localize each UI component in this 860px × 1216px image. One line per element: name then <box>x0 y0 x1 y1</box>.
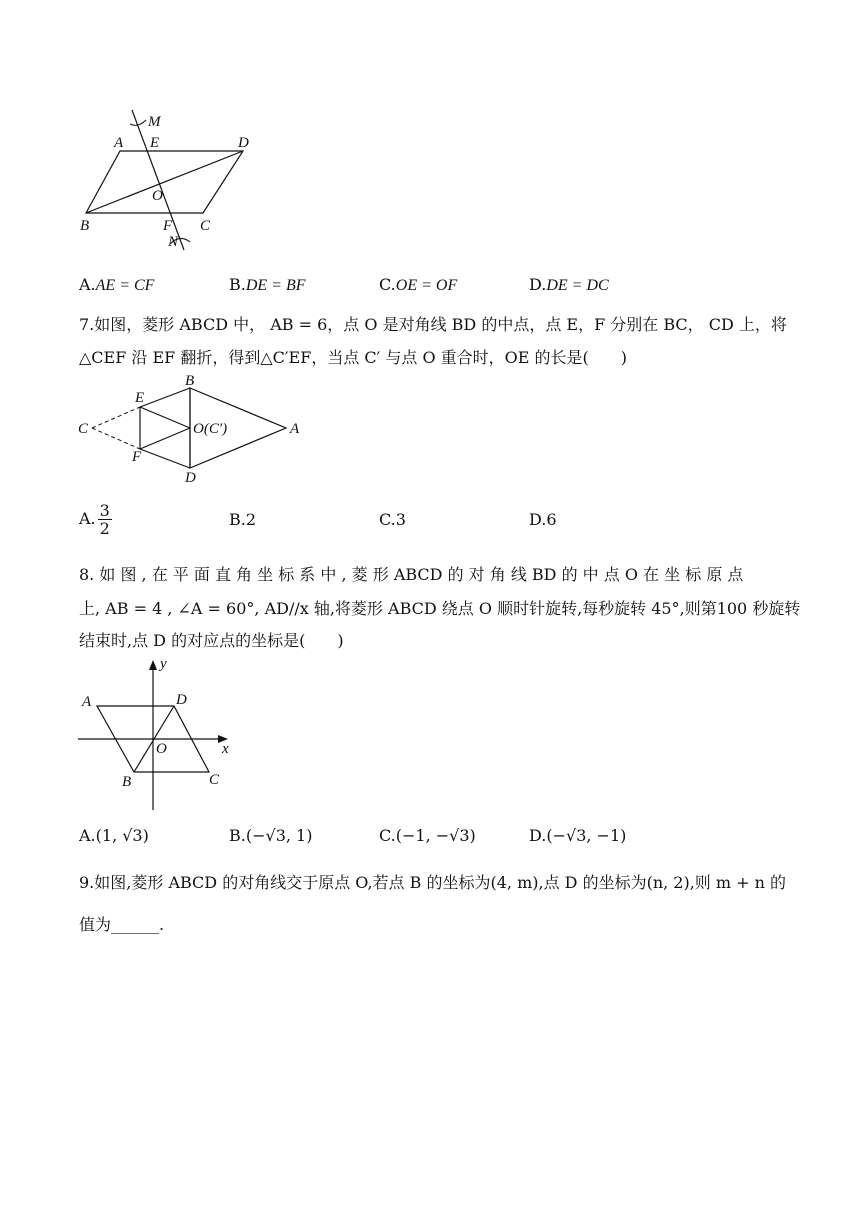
q9-text-line1: 9.如图,菱形 ABCD 的对角线交于原点 O,若点 B 的坐标为(4, m),点 D 的坐标为(n, 2),则 m + n 的 <box>79 873 787 892</box>
q7-label-e: E <box>135 390 145 406</box>
q6-option-c[interactable]: C.OE = OF <box>379 275 458 294</box>
q7-segment-fo <box>140 428 190 449</box>
q6-option-b[interactable]: B.DE = BF <box>229 275 306 294</box>
q8-label-a: A <box>82 694 92 710</box>
q8-text-line1: 8. 如 图 , 在 平 面 直 角 坐 标 系 中 , 菱 形 ABCD 的 对 角 线 BD 的 中 点 O 在 坐 标 原 点 <box>79 565 744 584</box>
q6-label-c: C <box>200 218 211 234</box>
q7-option-a-numerator: 3 <box>99 501 110 520</box>
q7-text-line2: △CEF 沿 EF 翻折，得到△C′EF，当点 C′ 与点 O 重合时，OE 的长是( ) <box>79 348 628 367</box>
q8-option-d[interactable]: D.(−√3, −1) <box>529 826 627 845</box>
q8-text-line3: 结束时,点 D 的对应点的坐标是( ) <box>79 631 344 650</box>
q6-arc-m <box>130 120 146 125</box>
q8-label-o: O <box>156 741 167 757</box>
q8-label-b: B <box>122 774 132 790</box>
q6-label-d: D <box>238 135 249 151</box>
q7-figure <box>72 372 312 487</box>
q7-label-c: C <box>78 421 89 437</box>
q7-segment-fd <box>140 449 190 468</box>
q6-label-a: A <box>114 135 124 151</box>
q6-label-m: M <box>148 114 161 130</box>
q8-label-d: D <box>176 692 187 708</box>
q6-label-e: E <box>150 135 160 151</box>
q8-option-b[interactable]: B.(−√3, 1) <box>229 826 313 845</box>
q8-label-c: C <box>209 772 220 788</box>
q6-label-f: F <box>163 218 173 234</box>
q6-line-mn <box>132 110 184 250</box>
q6-label-o: O <box>152 188 163 204</box>
q6-option-d[interactable]: D.DE = DC <box>529 275 609 294</box>
q8-option-c[interactable]: C.(−1, −√3) <box>379 826 476 845</box>
q6-label-b: B <box>80 218 90 234</box>
q8-text-line2: 上, AB = 4 , ∠A = 60°, AD//x 轴,将菱形 ABCD 绕点 O 顺时针旋转,每秒旋转 45°,则第100 秒旋转 <box>79 599 801 618</box>
q7-label-a: A <box>290 421 300 437</box>
q6-figure <box>72 104 272 254</box>
q7-text-line1: 7.如图，菱形 ABCD 中， AB = 6，点 O 是对角线 BD 的中点，点 E，F 分别在 BC， CD 上，将 <box>79 315 787 334</box>
q7-dashed-cf <box>92 428 140 449</box>
q8-label-y: y <box>160 656 167 672</box>
q8-label-x: x <box>222 741 229 757</box>
q7-option-a-denominator: 2 <box>99 519 110 538</box>
q7-label-b: B <box>185 373 195 389</box>
q8-y-arrow <box>149 660 157 670</box>
q6-diagonal-bd <box>86 151 243 213</box>
q7-option-a[interactable]: A. $\frac{3}{2}$ <box>79 501 110 538</box>
q7-label-f: F <box>132 449 142 465</box>
q7-option-d[interactable]: D.6 <box>529 510 557 529</box>
q7-label-d: D <box>185 470 196 486</box>
q7-segment-eb <box>140 388 190 407</box>
q9-text-line2: 值为______. <box>79 915 165 934</box>
q7-label-o: O(C′) <box>193 421 228 437</box>
q6-option-a[interactable]: A.AE = CF <box>79 275 155 294</box>
q7-option-c[interactable]: C.3 <box>379 510 406 529</box>
q7-segment-eo <box>140 407 190 428</box>
q7-dashed-ce <box>92 407 140 428</box>
q8-option-a[interactable]: A.(1, √3) <box>79 826 149 845</box>
q7-option-b[interactable]: B.2 <box>229 510 257 529</box>
q6-label-n: N <box>168 234 179 250</box>
q8-figure <box>72 656 242 816</box>
